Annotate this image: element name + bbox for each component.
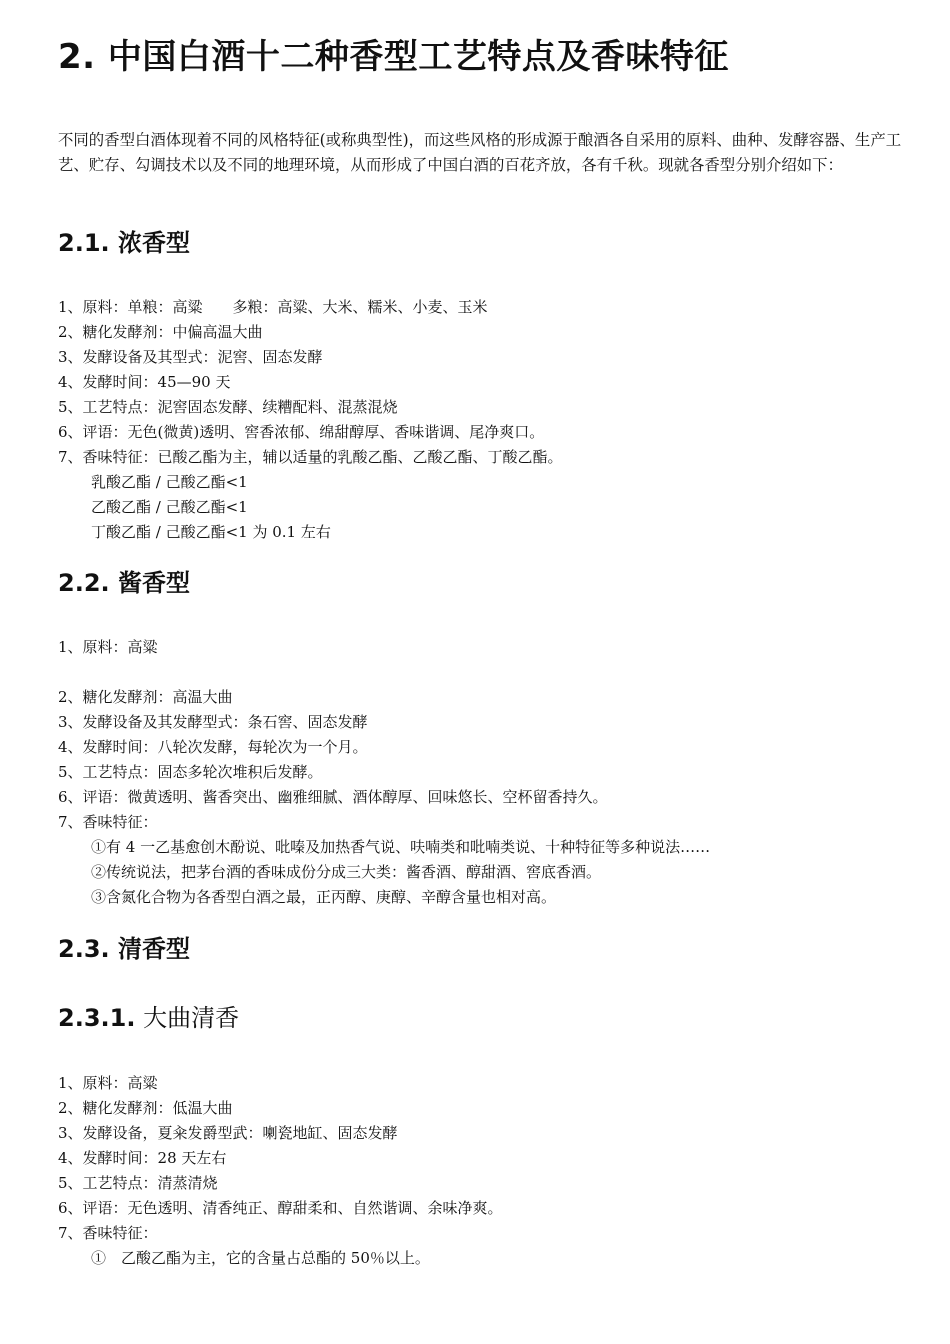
list-item: 4、发酵时间：45—90 天 [58, 373, 231, 391]
subsection-title: 大曲清香 [135, 1004, 240, 1032]
list-item: 4、发酵时间：八轮次发酵，每轮次为一个月。 [58, 738, 368, 756]
subsection-heading-2-3-1 [58, 1002, 239, 1034]
list-item: 6、评语：无色透明、清香纯正、醇甜柔和、自然谐调、余味净爽。 [58, 1199, 503, 1217]
list-item: 1、原料：高粱 [58, 1074, 158, 1092]
list-item: 5、工艺特点：清蒸清烧 [58, 1174, 218, 1192]
list-subitem: ②传统说法，把茅台酒的香味成份分成三大类：酱香酒、醇甜酒、窖底香酒。 [91, 863, 602, 881]
list-subitem: ①有 4 一乙基愈创木酚说、吡嗪及加热香气说、呋喃类和吡喃类说、十种特征等多种说法…… [91, 838, 711, 856]
list-subitem: 丁酸乙酯 / 己酸乙酯<1 为 0.1 左右 [91, 523, 331, 541]
list-subitem: 乙酸乙酯 / 己酸乙酯<1 [91, 498, 248, 516]
list-item: 4、发酵时间：28 天左右 [58, 1149, 227, 1167]
section-2-3-1-list [58, 1071, 503, 1271]
list-item: 2、糖化发酵剂：低温大曲 [58, 1099, 233, 1117]
list-item: 1、原料：高粱 [58, 638, 158, 656]
subsection-number: 2.3.1. [58, 1004, 136, 1032]
list-item: 6、评语：无色(微黄)透明、窖香浓郁、绵甜醇厚、香味谐调、尾净爽口。 [58, 423, 545, 441]
list-subitem: ① 乙酸乙酯为主，它的含量占总酯的 50％以上。 [91, 1249, 430, 1267]
list-item: 3、发酵设备，夏籴发爵型武：喇瓷地缸、固态发酵 [58, 1124, 398, 1142]
intro-paragraph: 不同的香型白酒体现着不同的风格特征(或称典型性)，而这些风格的形成源于酿酒各自采用的原料、曲种、发酵容器、生产工艺、贮存、勾调技术以及不同的地理环境，从而形成了中国白酒的百花齐放，各有千秋。现就各香型分别介绍如下： [58, 131, 902, 174]
section-heading-2-3: 2.3. 清香型 [58, 935, 190, 963]
list-item: 2、糖化发酵剂：高温大曲 [58, 688, 233, 706]
list-item: 3、发酵设备及其发酵型式：条石窖、固态发酵 [58, 713, 368, 731]
list-item: 6、评语：微黄透明、酱香突出、幽雅细腻、酒体醇厚、回味悠长、空杯留香持久。 [58, 788, 608, 806]
blank-line [58, 660, 710, 685]
section-2-1-list [58, 295, 563, 545]
list-subitem: ③含氮化合物为各香型白酒之最，正丙醇、庚醇、辛醇含量也相对高。 [91, 888, 557, 906]
list-item: 7、香味特征： [58, 1224, 158, 1242]
section-2-2-list [58, 635, 710, 910]
list-item: 7、香味特征：已酸乙酯为主，辅以适量的乳酸乙酯、乙酸乙酯、丁酸乙酯。 [58, 448, 563, 466]
list-item: 1、原料：单粮：高粱 多粮：高粱、大米、糯米、小麦、玉米 [58, 298, 488, 316]
list-item: 5、工艺特点：泥窖固态发酵、续糟配料、混蒸混烧 [58, 398, 398, 416]
list-item: 5、工艺特点：固态多轮次堆积后发酵。 [58, 763, 323, 781]
page-title: 2. 中国白酒十二种香型工艺特点及香味特征 [58, 37, 729, 77]
section-heading-2-1: 2.1. 浓香型 [58, 229, 190, 257]
list-item: 7、香味特征： [58, 813, 158, 831]
list-item: 3、发酵设备及其型式：泥窖、固态发酵 [58, 348, 323, 366]
list-subitem: 乳酸乙酯 / 己酸乙酯<1 [91, 473, 248, 491]
list-item: 2、糖化发酵剂：中偏高温大曲 [58, 323, 263, 341]
section-heading-2-2: 2.2. 酱香型 [58, 569, 190, 597]
